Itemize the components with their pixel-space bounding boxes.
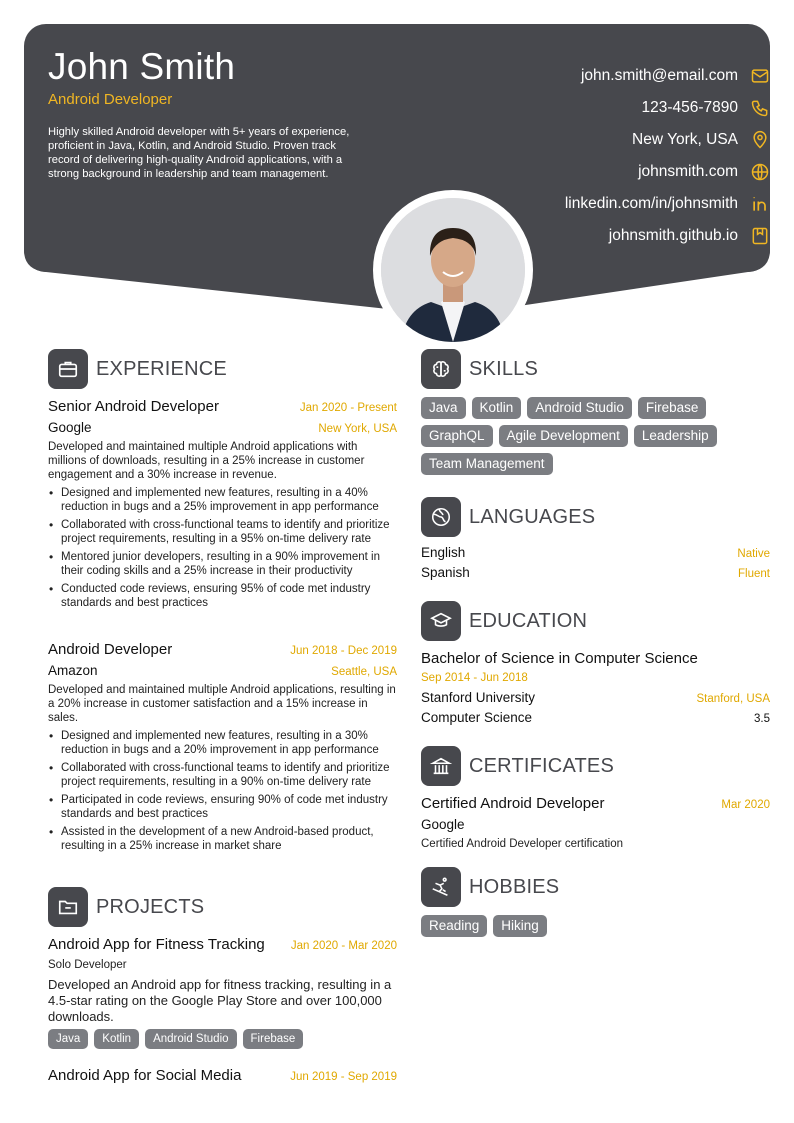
globe-icon — [421, 497, 461, 537]
languages-title: LANGUAGES — [469, 505, 596, 528]
education-title: EDUCATION — [469, 609, 588, 632]
education-gpa: 3.5 — [754, 713, 770, 725]
job-2-company-row — [48, 663, 397, 678]
job-2-bullets — [48, 729, 397, 857]
language-row — [421, 565, 770, 580]
project-tag: Kotlin — [94, 1029, 139, 1049]
education-field-row — [421, 710, 770, 725]
list-item: • Designed and implemented new features, resulting in a 40% reduction in bugs and a 25% improvement in app performance — [48, 486, 397, 514]
experience-section-header — [48, 349, 227, 389]
list-item: • Collaborated with cross-functional teams to identify and prioritize project requirements, resulting in a 95% on-time delivery rate — [48, 518, 397, 546]
mail-icon — [750, 66, 770, 86]
hobbies-title: HOBBIES — [469, 875, 560, 898]
skill-tag: Team Management — [421, 453, 553, 475]
certificates-section-header — [421, 746, 614, 786]
job-1-position: Senior Android Developer — [48, 398, 219, 415]
skill-tag: Kotlin — [472, 397, 522, 419]
education-degree: Bachelor of Science in Computer Science — [421, 650, 698, 667]
hobbies-tags — [421, 915, 770, 937]
job-1-header — [48, 398, 397, 415]
folder-icon — [48, 887, 88, 927]
skill-tag: Java — [421, 397, 466, 419]
globe-icon — [750, 162, 770, 182]
education-school-row — [421, 690, 770, 705]
project-1-tags — [48, 1029, 397, 1049]
project-2-dates: Jun 2019 - Sep 2019 — [290, 1071, 397, 1083]
experience-title: EXPERIENCE — [96, 357, 227, 380]
job-2-position: Android Developer — [48, 641, 173, 658]
education-school: Stanford University — [421, 690, 536, 705]
list-item: • Designed and implemented new features, resulting in a 30% reduction in bugs and a 20% improvement in app performance — [48, 729, 397, 757]
project-1-header — [48, 936, 397, 953]
project-1-role: Solo Developer — [48, 959, 127, 971]
institution-icon — [421, 746, 461, 786]
project-tag: Java — [48, 1029, 88, 1049]
job-1-company: Google — [48, 420, 92, 435]
skill-tag: GraphQL — [421, 425, 493, 447]
job-2-company: Amazon — [48, 663, 98, 678]
candidate-role: Android Developer — [48, 91, 173, 108]
contact-email[interactable] — [581, 60, 770, 92]
briefcase-icon — [48, 349, 88, 389]
job-1-location: New York, USA — [318, 423, 397, 435]
brain-icon — [421, 349, 461, 389]
job-1-summary: Developed and maintained multiple Android applications with millions of downloads, resulting in a 25% increase in customer engagement and a 30% increase in revenue. — [48, 441, 365, 481]
project-1-dates: Jan 2020 - Mar 2020 — [290, 940, 397, 952]
job-1-dates: Jan 2020 - Present — [299, 402, 397, 414]
project-tag: Firebase — [243, 1029, 304, 1049]
skill-tag: Leadership — [634, 425, 717, 447]
project-tag: Android Studio — [145, 1029, 236, 1049]
hobby-tag: Reading — [421, 915, 487, 937]
contact-phone[interactable] — [641, 92, 770, 124]
project-1-name: Android App for Fitness Tracking — [48, 936, 265, 953]
contact-website-text: johnsmith.com — [638, 163, 738, 180]
hobby-tag: Hiking — [493, 915, 547, 937]
contact-location — [632, 124, 770, 156]
job-2-dates: Jun 2018 - Dec 2019 — [290, 645, 397, 657]
contact-linkedin[interactable] — [565, 188, 770, 220]
job-2-location: Seattle, USA — [331, 666, 397, 678]
list-item: • Assisted in the development of a new Android-based product, resulting in a 25% increase in market share — [48, 825, 397, 853]
profile-photo — [381, 198, 525, 342]
skill-tag: Agile Development — [499, 425, 628, 447]
language-row — [421, 545, 770, 560]
job-1-bullets — [48, 486, 397, 614]
projects-section-header — [48, 887, 204, 927]
skills-title: SKILLS — [469, 357, 539, 380]
profile-summary: Highly skilled Android developer with 5+ years of experience, proficient in Java, Kotlin, and Android Studio. Proven track record of delivering high-quality Android applications, with a strong background in leadership and team management. — [48, 126, 350, 180]
skiing-icon — [421, 867, 461, 907]
skill-tag: Android Studio — [527, 397, 632, 419]
skills-tags — [421, 397, 770, 475]
phone-icon — [750, 98, 770, 118]
education-field: Computer Science — [421, 710, 533, 725]
languages-section-header — [421, 497, 595, 537]
project-2-header — [48, 1067, 397, 1084]
language-name: Spanish — [421, 565, 470, 580]
contact-website[interactable] — [638, 156, 770, 188]
contact-email-text: john.smith@email.com — [580, 67, 738, 84]
candidate-name: John Smith — [48, 46, 236, 87]
projects-title: PROJECTS — [96, 895, 205, 918]
contact-linkedin-text: linkedin.com/in/johnsmith — [564, 195, 738, 212]
certificate-description: Certified Android Developer certification — [421, 838, 623, 850]
education-section-header — [421, 601, 587, 641]
location-icon — [750, 130, 770, 150]
language-name: English — [421, 545, 466, 560]
skill-tag: Firebase — [638, 397, 707, 419]
certificates-title: CERTIFICATES — [469, 754, 615, 777]
certificate-name: Certified Android Developer — [421, 795, 605, 812]
job-2-header — [48, 641, 397, 658]
list-item: • Collaborated with cross-functional teams to identify and prioritize project requirements, resulting in a 90% on-time delivery rate — [48, 761, 397, 789]
education-dates: Sep 2014 - Jun 2018 — [421, 672, 528, 684]
list-item: • Participated in code reviews, ensuring 90% of code met industry standards and best practices — [48, 793, 397, 821]
hobbies-section-header — [421, 867, 559, 907]
certificate-date: Mar 2020 — [721, 799, 770, 811]
linkedin-icon — [750, 194, 770, 214]
job-2-summary: Developed and maintained multiple Android applications, resulting in a 20% increase in customer satisfaction and a 15% increase in sales. — [48, 684, 396, 724]
contact-github-text: johnsmith.github.io — [608, 227, 738, 244]
project-2-name: Android App for Social Media — [48, 1067, 242, 1084]
list-item: • Conducted code reviews, ensuring 95% of code met industry standards and best practices — [48, 582, 397, 610]
contact-phone-text: 123-456-7890 — [641, 99, 738, 116]
certificate-issuer: Google — [421, 817, 465, 832]
project-1-summary: Developed an Android app for fitness tracking, resulting in a 4.5-star rating on the Google Play Store and over 100,000 downloads. — [48, 977, 392, 1024]
bookmark-icon — [750, 226, 770, 246]
graduation-cap-icon — [421, 601, 461, 641]
certificate-header — [421, 795, 770, 812]
language-level: Native — [737, 548, 770, 560]
skills-section-header — [421, 349, 538, 389]
education-location: Stanford, USA — [696, 693, 770, 705]
contact-github[interactable] — [609, 220, 770, 252]
language-level: Fluent — [738, 568, 770, 580]
job-1-company-row — [48, 420, 397, 435]
list-item: • Mentored junior developers, resulting in a 90% improvement in their coding skills and a 25% increase in their productivity — [48, 550, 397, 578]
contact-location-text: New York, USA — [632, 131, 738, 148]
